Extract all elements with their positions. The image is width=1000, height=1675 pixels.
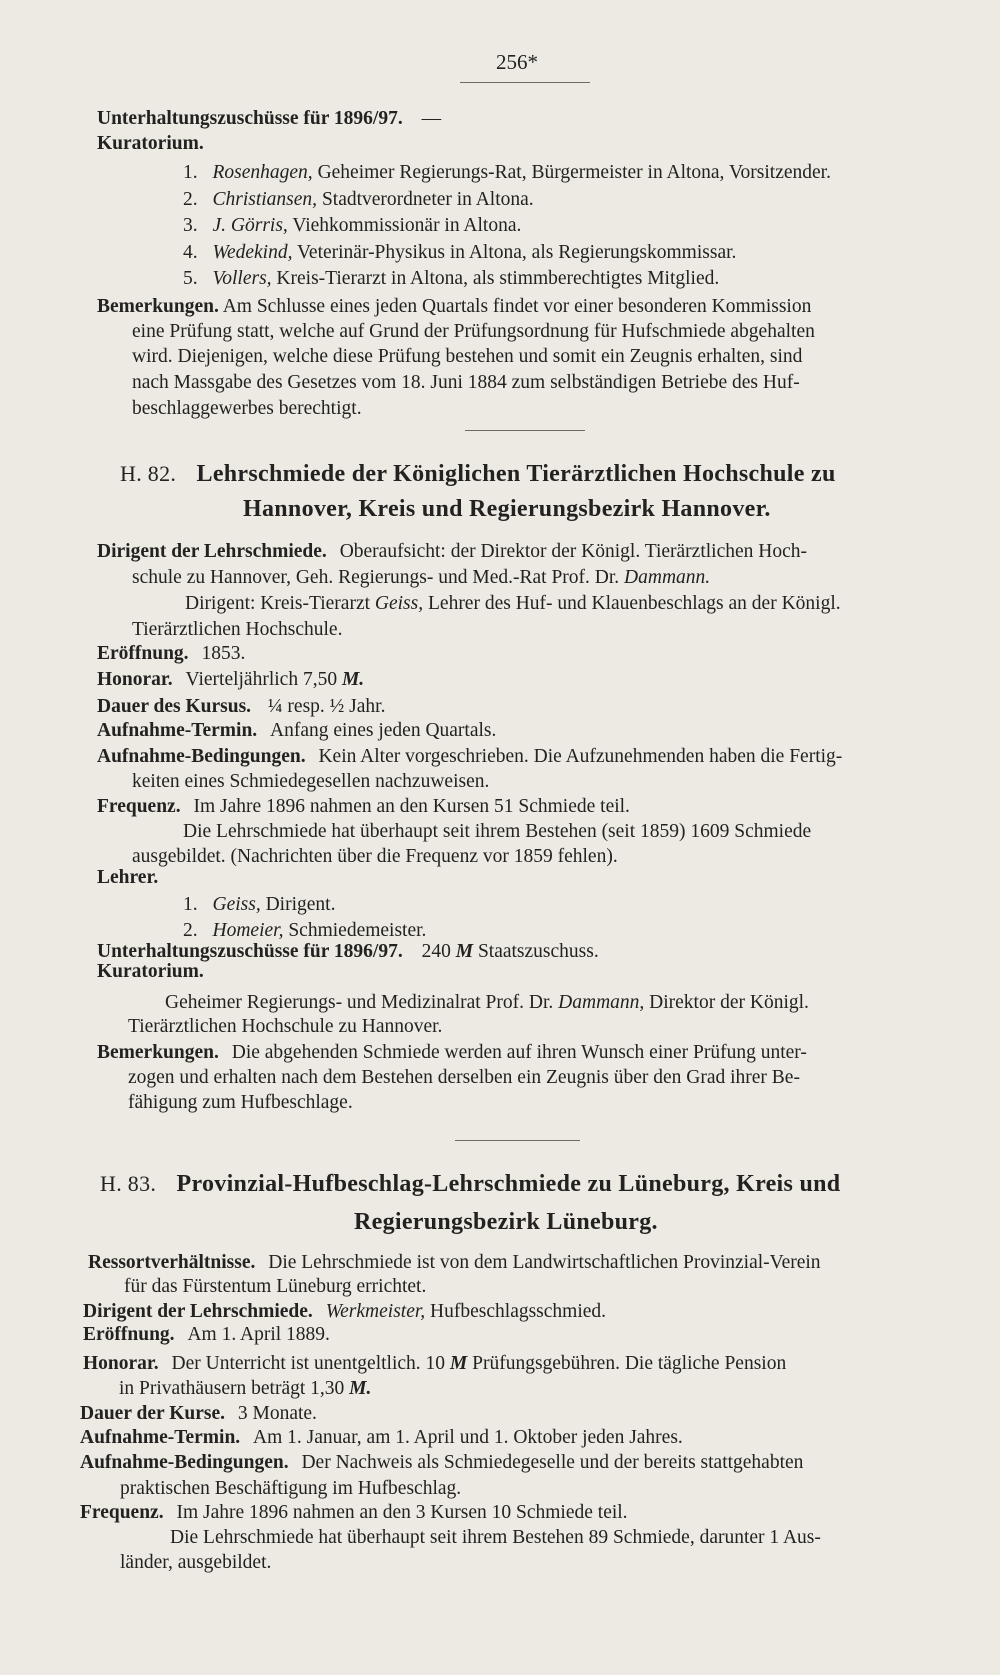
kuratorium-text-part: Direktor der Königl. bbox=[649, 992, 809, 1013]
dirigent-label: Dirigent der Lehrschmiede. bbox=[97, 541, 327, 562]
member-description: Viehkommissionär in Altona. bbox=[292, 215, 522, 236]
ressort-text: Die Lehrschmiede ist von dem Landwirtschaftlichen Provinzial-Verein bbox=[268, 1252, 821, 1273]
member-description: Kreis-Tierarzt in Altona, als stimmberechtigtes Mitglied. bbox=[276, 268, 720, 289]
member-number: 1. bbox=[183, 162, 198, 183]
unterhalt-label: Unterhaltungszuschüsse für 1896/97. bbox=[97, 941, 403, 962]
dirigent-text bbox=[132, 568, 710, 588]
frequenz-label: Frequenz. bbox=[80, 1502, 164, 1523]
frequenz-text: Im Jahre 1896 nahmen an den 3 Kursen 10 Schmiede teil. bbox=[176, 1502, 628, 1523]
kuratorium-member bbox=[183, 269, 719, 289]
member-name: Vollers, bbox=[212, 268, 272, 289]
honorar-text: Der Unterricht ist unentgeltlich. 10 bbox=[171, 1353, 446, 1374]
kuratorium-label: Kuratorium. bbox=[97, 133, 204, 154]
dirigent-label: Dirigent der Lehrschmiede. bbox=[83, 1301, 313, 1322]
frequenz-label: Frequenz. bbox=[97, 796, 181, 817]
honorar-text bbox=[119, 1379, 371, 1399]
termin-label: Aufnahme-Termin. bbox=[97, 720, 258, 741]
bemerkungen-text: eine Prüfung statt, welche auf Grund der Prüfungsordnung für Hufschmiede abgehalten bbox=[132, 321, 815, 342]
frequenz-line bbox=[97, 797, 630, 817]
member-description: Veterinär-Physikus in Altona, als Regierungskommissar. bbox=[297, 242, 737, 263]
unterhalt-line bbox=[97, 109, 441, 129]
section-divider bbox=[465, 430, 585, 431]
member-number: 4. bbox=[183, 242, 198, 263]
ressort-label: Ressortverhältnisse. bbox=[88, 1252, 256, 1273]
frequenz-text: länder, ausgebildet. bbox=[120, 1552, 272, 1573]
currency-symbol: M. bbox=[349, 1378, 372, 1399]
member-name: Wedekind, bbox=[212, 242, 293, 263]
termin-line bbox=[97, 721, 496, 741]
bemerkungen-text: Die abgehenden Schmiede werden auf ihren Wunsch einer Prüfung unter- bbox=[231, 1042, 807, 1063]
member-name: Rosenhagen, bbox=[212, 162, 313, 183]
unterhalt-text: Staatszuschuss. bbox=[477, 941, 599, 962]
bemerkungen-text: Am Schlusse eines jeden Quartals findet vor einer besonderen Kommission bbox=[222, 296, 812, 317]
bemerkungen-text: beschlaggewerbes berechtigt. bbox=[132, 398, 362, 419]
unterhalt-dash: — bbox=[421, 108, 442, 129]
h83-title-line2: Regierungsbezirk Lüneburg. bbox=[354, 1209, 658, 1235]
bemerkungen-line bbox=[97, 297, 811, 317]
lehrer-item bbox=[183, 921, 426, 941]
dirigent-text bbox=[185, 594, 841, 614]
dirigent-line bbox=[83, 1302, 606, 1322]
h82-heading bbox=[120, 462, 836, 486]
frequenz-line bbox=[80, 1503, 628, 1523]
dauer-value: ¼ resp. ½ Jahr. bbox=[267, 696, 386, 717]
eroeffnung-line bbox=[83, 1325, 330, 1345]
bedingungen-text: keiten eines Schmiedegesellen nachzuweisen. bbox=[132, 771, 490, 792]
termin-value: Am 1. Januar, am 1. April und 1. Oktober jeden Jahres. bbox=[253, 1427, 683, 1448]
bemerkungen-label: Bemerkungen. bbox=[97, 1042, 219, 1063]
person-name: Dammann, bbox=[558, 992, 645, 1013]
bedingungen-text: Kein Alter vorgeschrieben. Die Aufzunehmenden haben die Fertig- bbox=[318, 746, 843, 767]
person-name: Werkmeister, bbox=[325, 1301, 426, 1322]
termin-label: Aufnahme-Termin. bbox=[80, 1427, 241, 1448]
honorar-label: Honorar. bbox=[83, 1353, 159, 1374]
member-number: 5. bbox=[183, 268, 198, 289]
bedingungen-text: Der Nachweis als Schmiedegeselle und der bereits stattgehabten bbox=[301, 1452, 804, 1473]
kuratorium-member bbox=[183, 216, 521, 236]
frequenz-text: Die Lehrschmiede hat überhaupt seit ihrem Bestehen (seit 1859) 1609 Schmiede bbox=[183, 821, 812, 842]
member-description: Geheimer Regierungs-Rat, Bürgermeister in Altona, Vorsitzender. bbox=[317, 162, 831, 183]
kuratorium-label: Kuratorium. bbox=[97, 961, 204, 982]
eroeffnung-value: Am 1. April 1889. bbox=[187, 1324, 330, 1345]
lehrer-role: Schmiedemeister. bbox=[288, 920, 427, 941]
bemerkungen-text: wird. Diejenigen, welche diese Prüfung bestehen und somit ein Zeugnis erhalten, sind bbox=[132, 346, 803, 367]
lehrer-name: Geiss, bbox=[212, 894, 261, 915]
termin-value: Anfang eines jeden Quartals. bbox=[270, 720, 497, 741]
lehrer-number: 1. bbox=[183, 894, 198, 915]
page-number-rule bbox=[460, 82, 590, 83]
kuratorium-text bbox=[165, 993, 809, 1013]
h83-number: H. 83. bbox=[100, 1171, 157, 1196]
dauer-line bbox=[80, 1404, 317, 1424]
member-number: 3. bbox=[183, 215, 198, 236]
honorar-line bbox=[97, 670, 364, 690]
dauer-label: Dauer des Kursus. bbox=[97, 696, 252, 717]
ressort-line bbox=[88, 1253, 821, 1273]
dauer-line bbox=[97, 697, 385, 717]
dauer-value: 3 Monate. bbox=[237, 1403, 317, 1424]
dirigent-text-part: schule zu Hannover, Geh. Regierungs- und Med.-Rat Prof. Dr. bbox=[132, 567, 620, 588]
unterhalt-amount: 240 bbox=[421, 941, 451, 962]
h82-title-line2: Hannover, Kreis und Regierungsbezirk Hannover. bbox=[243, 496, 771, 522]
honorar-label: Honorar. bbox=[97, 669, 173, 690]
eroeffnung-value: 1853. bbox=[201, 643, 246, 664]
dirigent-line bbox=[97, 542, 807, 562]
frequenz-text: ausgebildet. (Nachrichten über die Frequenz vor 1859 fehlen). bbox=[132, 846, 618, 867]
honorar-text: Prüfungsgebühren. Die tägliche Pension bbox=[472, 1353, 787, 1374]
currency-symbol: M bbox=[449, 1353, 468, 1374]
bemerkungen-label: Bemerkungen. bbox=[97, 296, 219, 317]
bemerkungen-text: zogen und erhalten nach dem Bestehen derselben ein Zeugnis über den Grad ihrer Be- bbox=[128, 1067, 800, 1088]
termin-line bbox=[80, 1428, 683, 1448]
h83-heading bbox=[100, 1172, 840, 1196]
dirigent-text-part: Lehrer des Huf- und Klauenbeschlags an der Königl. bbox=[428, 593, 841, 614]
member-number: 2. bbox=[183, 189, 198, 210]
unterhalt-line bbox=[97, 942, 599, 962]
lehrer-role: Dirigent. bbox=[265, 894, 336, 915]
bemerkungen-line bbox=[97, 1043, 807, 1063]
h82-title: Lehrschmiede der Königlichen Tierärztlichen Hochschule zu bbox=[196, 461, 836, 487]
lehrer-label: Lehrer. bbox=[97, 867, 159, 888]
bedingungen-label: Aufnahme-Bedingungen. bbox=[97, 746, 306, 767]
unterhalt-title: Unterhaltungszuschüsse für 1896/97. bbox=[97, 108, 403, 129]
dauer-label: Dauer der Kurse. bbox=[80, 1403, 225, 1424]
member-name: Christiansen, bbox=[212, 189, 318, 210]
bedingungen-line bbox=[97, 747, 842, 767]
bedingungen-text: praktischen Beschäftigung im Hufbeschlag. bbox=[120, 1478, 462, 1499]
person-name: Geiss, bbox=[374, 593, 424, 614]
eroeffnung-label: Eröffnung. bbox=[97, 643, 189, 664]
eroeffnung-label: Eröffnung. bbox=[83, 1324, 175, 1345]
member-name: J. Görris, bbox=[212, 215, 288, 236]
lehrer-item bbox=[183, 895, 335, 915]
h82-number: H. 82. bbox=[120, 461, 177, 486]
ressort-text: für das Fürstentum Lüneburg errichtet. bbox=[124, 1276, 427, 1297]
dirigent-text-part: Dirigent: Kreis-Tierarzt bbox=[185, 593, 371, 614]
honorar-line bbox=[83, 1354, 786, 1374]
dirigent-text: Hufbeschlagsschmied. bbox=[430, 1301, 607, 1322]
eroeffnung-line bbox=[97, 644, 245, 664]
currency-symbol: M bbox=[455, 941, 474, 962]
lehrer-number: 2. bbox=[183, 920, 198, 941]
page-number: 256* bbox=[496, 50, 538, 74]
lehrer-name: Homeier, bbox=[212, 920, 284, 941]
h83-title: Provinzial-Hufbeschlag-Lehrschmiede zu Lüneburg, Kreis und bbox=[176, 1171, 841, 1197]
person-name: Dammann. bbox=[624, 567, 711, 588]
bemerkungen-text: fähigung zum Hufbeschlage. bbox=[128, 1092, 353, 1113]
kuratorium-member bbox=[183, 190, 534, 210]
currency-symbol: M. bbox=[341, 669, 365, 690]
bedingungen-line bbox=[80, 1453, 803, 1473]
kuratorium-member bbox=[183, 243, 736, 263]
honorar-value: Vierteljährlich 7,50 bbox=[185, 669, 338, 690]
kuratorium-member bbox=[183, 163, 831, 183]
kuratorium-text: Tierärztlichen Hochschule zu Hannover. bbox=[128, 1016, 443, 1037]
section-divider bbox=[455, 1140, 580, 1141]
bemerkungen-text: nach Massgabe des Gesetzes vom 18. Juni 1884 zum selbständigen Betriebe des Huf- bbox=[132, 372, 800, 393]
frequenz-text: Im Jahre 1896 nahmen an den Kursen 51 Schmiede teil. bbox=[193, 796, 630, 817]
bedingungen-label: Aufnahme-Bedingungen. bbox=[80, 1452, 289, 1473]
dirigent-text: Tierärztlichen Hochschule. bbox=[132, 619, 343, 640]
honorar-text-part: in Privathäusern beträgt 1,30 bbox=[119, 1378, 345, 1399]
frequenz-text: Die Lehrschmiede hat überhaupt seit ihrem Bestehen 89 Schmiede, darunter 1 Aus- bbox=[170, 1527, 821, 1548]
member-description: Stadtverordneter in Altona. bbox=[321, 189, 534, 210]
kuratorium-text-part: Geheimer Regierungs- und Medizinalrat Prof. Dr. bbox=[165, 992, 554, 1013]
dirigent-text: Oberaufsicht: der Direktor der Königl. Tierärztlichen Hoch- bbox=[339, 541, 808, 562]
